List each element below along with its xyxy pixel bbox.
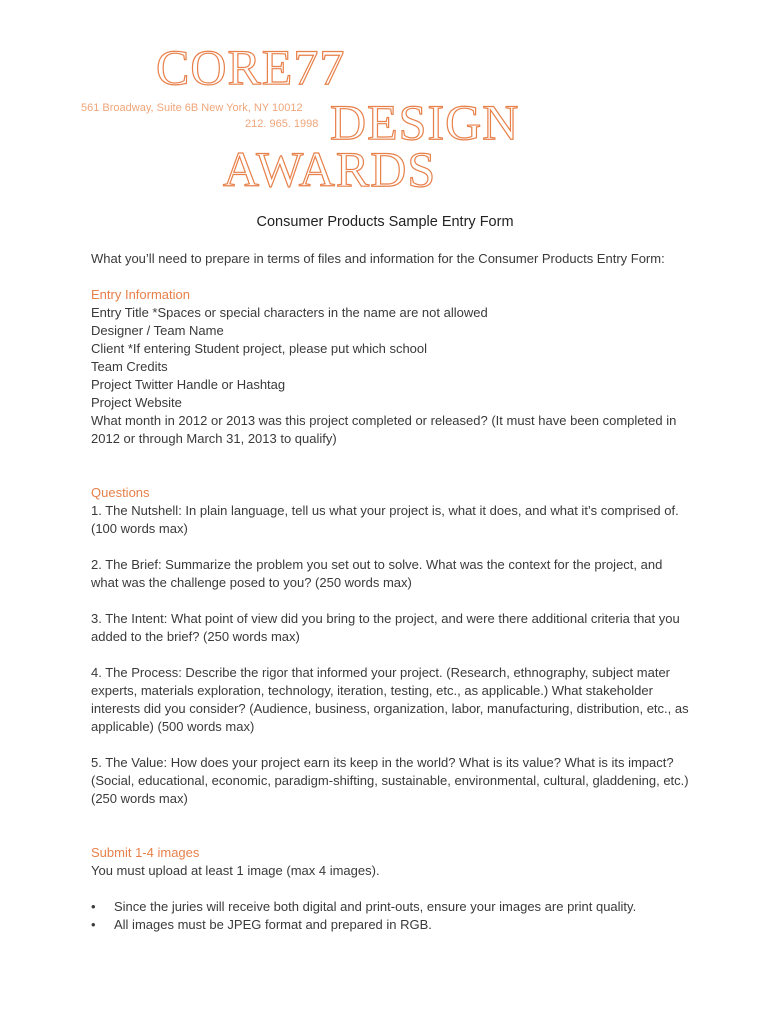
logo-awards: AWARDS (223, 141, 437, 197)
bullet-icon: • (91, 917, 96, 932)
entry-item: Project Twitter Handle or Hashtag (91, 377, 286, 392)
entry-information-section (91, 286, 691, 448)
questions-section (91, 484, 691, 808)
intro-text: What you’ll need to prepare in terms of files and information for the Consumer Products Entry Form: (91, 251, 665, 266)
logo-design: DESIGN (330, 94, 520, 150)
entry-item: Designer / Team Name (91, 323, 224, 338)
images-section (91, 844, 691, 934)
bullet-text: Since the juries will receive both digital and print-outs, ensure your images are print quality. (114, 899, 637, 914)
entry-item: What month in 2012 or 2013 was this project completed or released? (It must have been completed in 2012 or through March 31, 2013 to qualify) (91, 413, 677, 446)
logo-core77: CORE77 (156, 39, 346, 95)
images-bullet-list (91, 898, 691, 934)
list-item (91, 916, 691, 934)
entry-item: Team Credits (91, 359, 168, 374)
entry-information-heading: Entry Information (91, 287, 190, 302)
question-item: 4. The Process: Describe the rigor that informed your project. (Research, ethnography, subject mater experts, materials exploration, technology, iteration, testing, etc., as applicable.) What stakeholder interests did you consider? (Audience, business, organization, labor, manufacturing, distribution, etc., as applicable) (500 words max) (91, 665, 689, 734)
question-item: 3. The Intent: What point of view did you bring to the project, and were there additional criteria that you added to the brief? (250 words max) (91, 611, 680, 644)
page-title: Consumer Products Sample Entry Form (256, 214, 514, 230)
questions-heading: Questions (91, 485, 150, 500)
bullet-text: All images must be JPEG format and prepared in RGB. (114, 917, 432, 932)
entry-item: Entry Title *Spaces or special characters in the name are not allowed (91, 305, 488, 320)
question-item: 2. The Brief: Summarize the problem you set out to solve. What was the context for the project, and what was the challenge posed to you? (250 words max) (91, 557, 663, 590)
question-item: 5. The Value: How does your project earn its keep in the world? What is its value? What is its impact? (Social, educational, economic, paradigm-shifting, sustainable, environmental, cultural, gladdening, etc.) (250 words max) (91, 755, 689, 806)
list-item (91, 898, 691, 916)
logo-address: 561 Broadway, Suite 6B New York, NY 10012 (81, 102, 303, 114)
images-note: You must upload at least 1 image (max 4 images). (91, 863, 380, 878)
logo-phone: 212. 965. 1998 (245, 118, 319, 130)
question-item: 1. The Nutshell: In plain language, tell us what your project is, what it does, and what it’s comprised of. (100 words max) (91, 503, 679, 536)
entry-item: Project Website (91, 395, 182, 410)
bullet-icon: • (91, 899, 96, 914)
images-heading: Submit 1-4 images (91, 845, 200, 860)
document-body (91, 250, 691, 934)
entry-item: Client *If entering Student project, please put which school (91, 341, 428, 356)
